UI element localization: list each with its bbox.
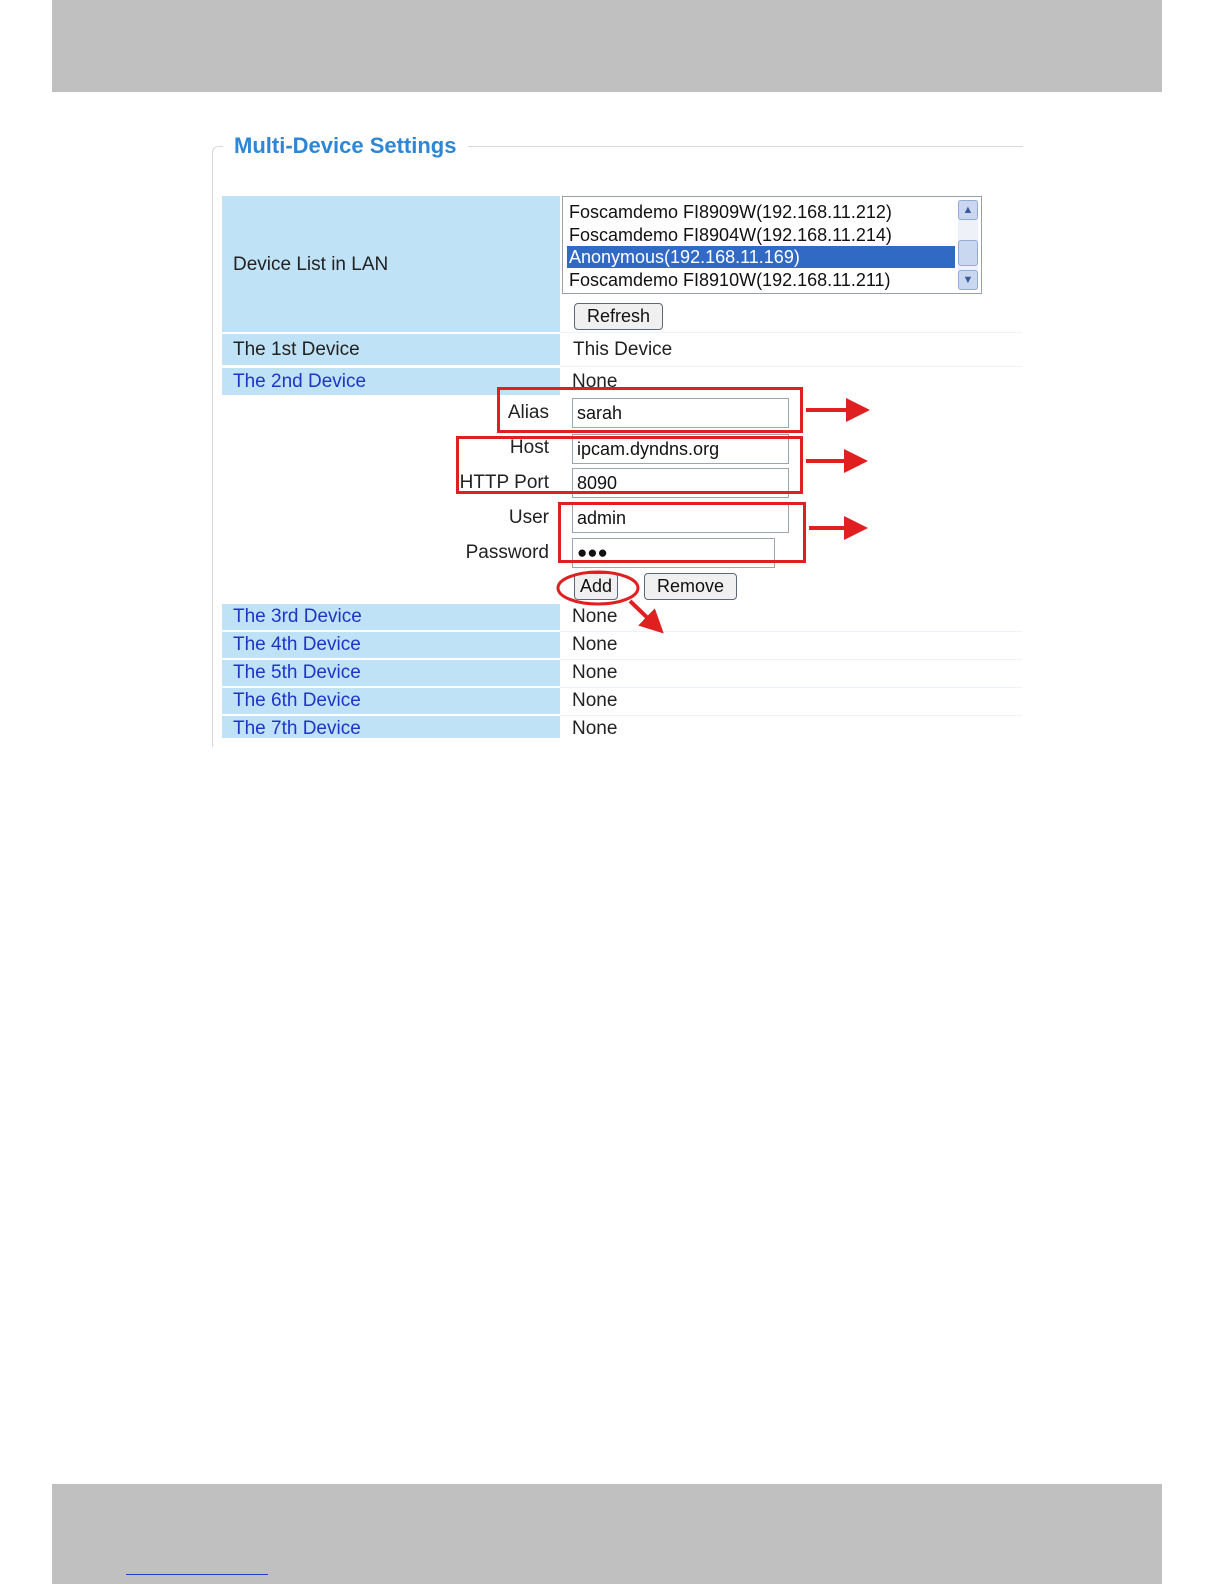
device-1-value: This Device bbox=[573, 339, 673, 360]
device-list-label: Device List in LAN bbox=[233, 254, 389, 275]
list-item[interactable]: Foscamdemo FI8904W(192.168.11.214) bbox=[569, 225, 892, 245]
list-item[interactable]: Foscamdemo FI8909W(192.168.11.212) bbox=[569, 202, 892, 222]
row-divider bbox=[560, 715, 1022, 716]
annotation-box-alias bbox=[497, 387, 803, 433]
scroll-up-icon[interactable]: ▲ bbox=[958, 200, 978, 220]
row-divider bbox=[560, 659, 1022, 660]
device-list-box[interactable] bbox=[562, 196, 982, 294]
footer-link-underline bbox=[126, 1574, 268, 1575]
page-footer-bar bbox=[52, 1484, 1162, 1584]
device-7-label-cell[interactable] bbox=[222, 716, 560, 738]
device-2-label[interactable]: The 2nd Device bbox=[233, 371, 367, 392]
section-title: Multi-Device Settings bbox=[234, 133, 457, 158]
user-label: User bbox=[508, 507, 549, 528]
list-item-selected[interactable]: Anonymous(192.168.11.169) bbox=[567, 246, 955, 268]
row-divider bbox=[560, 366, 1022, 367]
http-port-label: HTTP Port bbox=[459, 472, 549, 493]
device-4-label[interactable]: The 4th Device bbox=[233, 634, 361, 655]
device-3-label-cell[interactable] bbox=[222, 604, 560, 630]
arrow-icon bbox=[630, 601, 658, 628]
password-label: Password bbox=[465, 542, 549, 563]
device-6-value: None bbox=[572, 690, 618, 711]
row-divider bbox=[560, 631, 1022, 632]
page-header-bar bbox=[52, 0, 1162, 92]
refresh-button[interactable]: Refresh bbox=[574, 303, 663, 330]
list-item[interactable]: Foscamdemo FI8910W(192.168.11.211) bbox=[569, 270, 891, 290]
fieldset-border-top bbox=[468, 146, 1023, 147]
alias-label: Alias bbox=[507, 402, 549, 423]
add-button[interactable]: Add bbox=[574, 573, 618, 600]
scroll-thumb[interactable] bbox=[958, 240, 978, 266]
device-4-label-cell[interactable] bbox=[222, 632, 560, 658]
row-divider bbox=[560, 332, 1022, 333]
device-5-value: None bbox=[572, 662, 618, 683]
device-7-label[interactable]: The 7th Device bbox=[233, 718, 361, 738]
host-label: Host bbox=[509, 437, 549, 458]
device-1-label: The 1st Device bbox=[233, 339, 360, 360]
device-3-label[interactable]: The 3rd Device bbox=[233, 606, 362, 627]
device-5-label[interactable]: The 5th Device bbox=[233, 662, 361, 683]
device-5-label-cell[interactable] bbox=[222, 660, 560, 686]
annotation-box-host-port bbox=[456, 436, 803, 494]
device-2-value: None bbox=[572, 371, 618, 392]
scroll-down-icon[interactable]: ▼ bbox=[958, 270, 978, 290]
scrollbar[interactable] bbox=[958, 200, 978, 290]
password-input[interactable]: ●●● bbox=[572, 538, 775, 568]
device-list-label-cell bbox=[222, 196, 560, 332]
row-divider bbox=[560, 687, 1022, 688]
annotation-box-credentials bbox=[558, 502, 806, 563]
device-3-value: None bbox=[572, 606, 618, 627]
device-6-label[interactable]: The 6th Device bbox=[233, 690, 361, 711]
device-6-label-cell[interactable] bbox=[222, 688, 560, 714]
device-4-value: None bbox=[572, 634, 618, 655]
device-7-value: None bbox=[572, 718, 618, 739]
remove-button[interactable]: Remove bbox=[644, 573, 737, 600]
device-1-label-cell bbox=[222, 334, 560, 365]
